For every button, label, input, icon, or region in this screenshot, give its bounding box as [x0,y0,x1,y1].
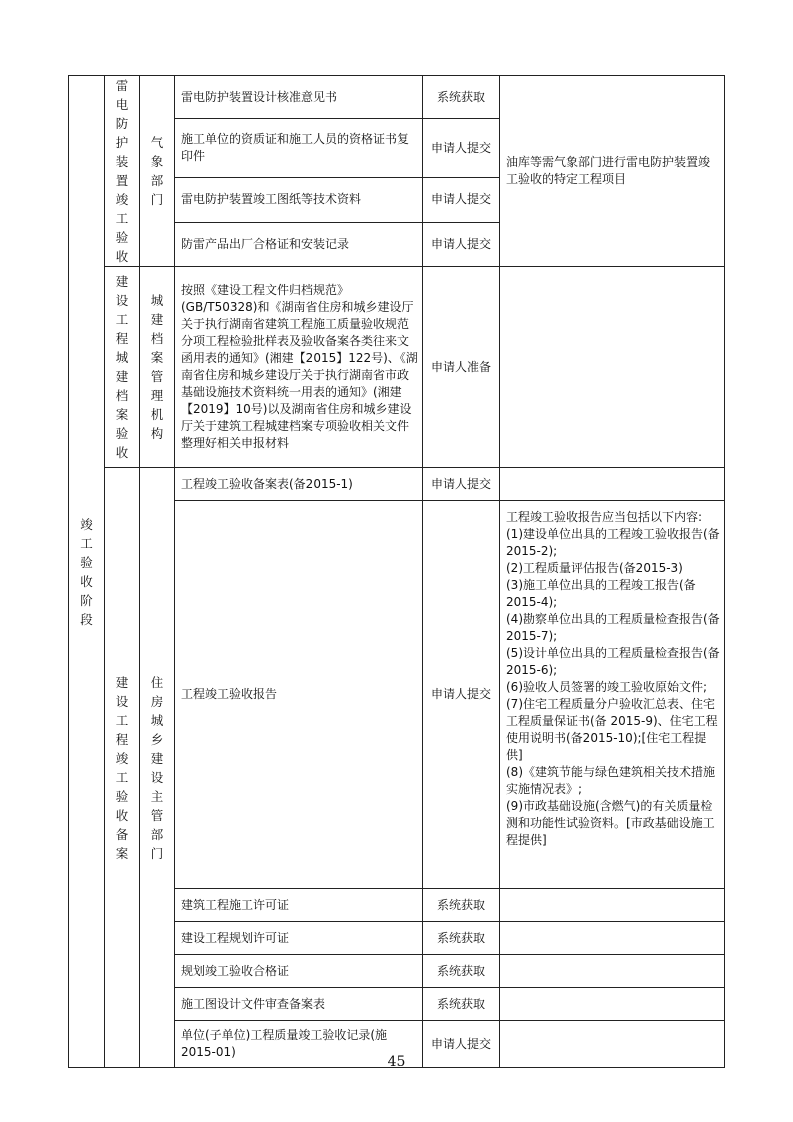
source-cell: 申请人提交 [423,178,500,222]
table-row [69,76,725,119]
source-cell: 系统获取 [423,955,500,988]
dept-cell-lightning: 气象部门 [140,76,175,267]
item-cell-filing: 建设工程竣工验收备案 [105,468,140,1068]
material-cell: 单位(子单位)工程质量竣工验收记录(施2015-01) [175,1021,423,1068]
dept-cell-filing: 住房城乡建设主管部门 [140,468,175,1068]
source-cell: 申请人提交 [423,222,500,266]
report-note-line: (5)设计单位出具的工程质量检查报告(备2015-6); [506,646,720,677]
material-cell: 施工图设计文件审查备案表 [175,988,423,1021]
note-cell [500,267,725,468]
material-cell: 雷电防护装置设计核准意见书 [175,76,423,119]
source-cell: 申请人提交 [423,1021,500,1068]
table-row [69,468,725,501]
page-number: 45 [387,1054,406,1070]
source-cell: 申请人提交 [423,119,500,178]
item-cell-archive: 建设工程城建档案验收 [105,267,140,468]
report-note-cell [500,501,725,889]
note-cell [500,889,725,922]
report-note-line: (4)勘察单位出具的工程质量检查报告(备2015-7); [506,612,720,643]
note-cell [500,988,725,1021]
material-cell: 建筑工程施工许可证 [175,889,423,922]
source-cell: 系统获取 [423,76,500,119]
source-cell: 系统获取 [423,889,500,922]
dept-cell-archive: 城建档案管理机构 [140,267,175,468]
item-cell-lightning: 雷电防护装置竣工验收 [105,76,140,267]
material-cell: 防雷产品出厂合格证和安装记录 [175,222,423,266]
source-cell: 申请人准备 [423,267,500,468]
material-cell: 按照《建设工程文件归档规范》(GB/T50328)和《湖南省住房和城乡建设厅关于执行湖南省建筑工程施工质量验收规范分项工程检验批样表及验收备案各类往来文函用表的通知》(湘建【2015】122号)、《湖南省住房和城乡建设厅关于执行湖南省市政基础设施技术资料统一用表的通知》(湘建【2019】10号)以及湖南省住房和城乡建设厅关于建筑工程城建档案专项验收相关文件整理好相关申报材料 [175,267,423,468]
note-cell-lightning: 油库等需气象部门进行雷电防护装置竣工验收的特定工程项目 [500,76,725,267]
report-note-line: (7)住宅工程质量分户验收汇总表、住宅工程质量保证书(备 2015-9)、住宅工程使用说明书(备2015-10);[住宅工程提供] [506,697,718,762]
report-note-line: (3)施工单位出具的工程竣工报告(备2015-4); [506,578,696,609]
report-note-line: (2)工程质量评估报告(备2015-3) [506,561,683,575]
note-cell [500,955,725,988]
material-cell: 施工单位的资质证和施工人员的资格证书复印件 [175,119,423,178]
source-cell: 申请人提交 [423,501,500,889]
requirements-table [68,75,725,1068]
report-note-line: (6)验收人员签署的竣工验收原始文件; [506,680,708,694]
note-cell [500,922,725,955]
source-cell: 系统获取 [423,988,500,1021]
report-note-line: (9)市政基础设施(含燃气)的有关质量检测和功能性试验资料。[市政基础设施工程提供] [506,799,715,847]
material-cell: 工程竣工验收备案表(备2015-1) [175,468,423,501]
material-cell: 工程竣工验收报告 [175,501,423,889]
report-note-line: (8)《建筑节能与绿色建筑相关技术措施实施情况表》; [506,765,715,796]
source-cell: 申请人提交 [423,468,500,501]
stage-cell: 竣工验收阶段 [69,76,105,1068]
note-cell [500,468,725,501]
report-note-line: (1)建设单位出具的工程竣工验收报告(备2015-2); [506,527,720,558]
material-cell: 规划竣工验收合格证 [175,955,423,988]
report-note-line: 工程竣工验收报告应当包括以下内容: [506,510,703,524]
source-cell: 系统获取 [423,922,500,955]
material-cell: 雷电防护装置竣工图纸等技术资料 [175,178,423,222]
material-cell: 建设工程规划许可证 [175,922,423,955]
table-row [69,267,725,468]
